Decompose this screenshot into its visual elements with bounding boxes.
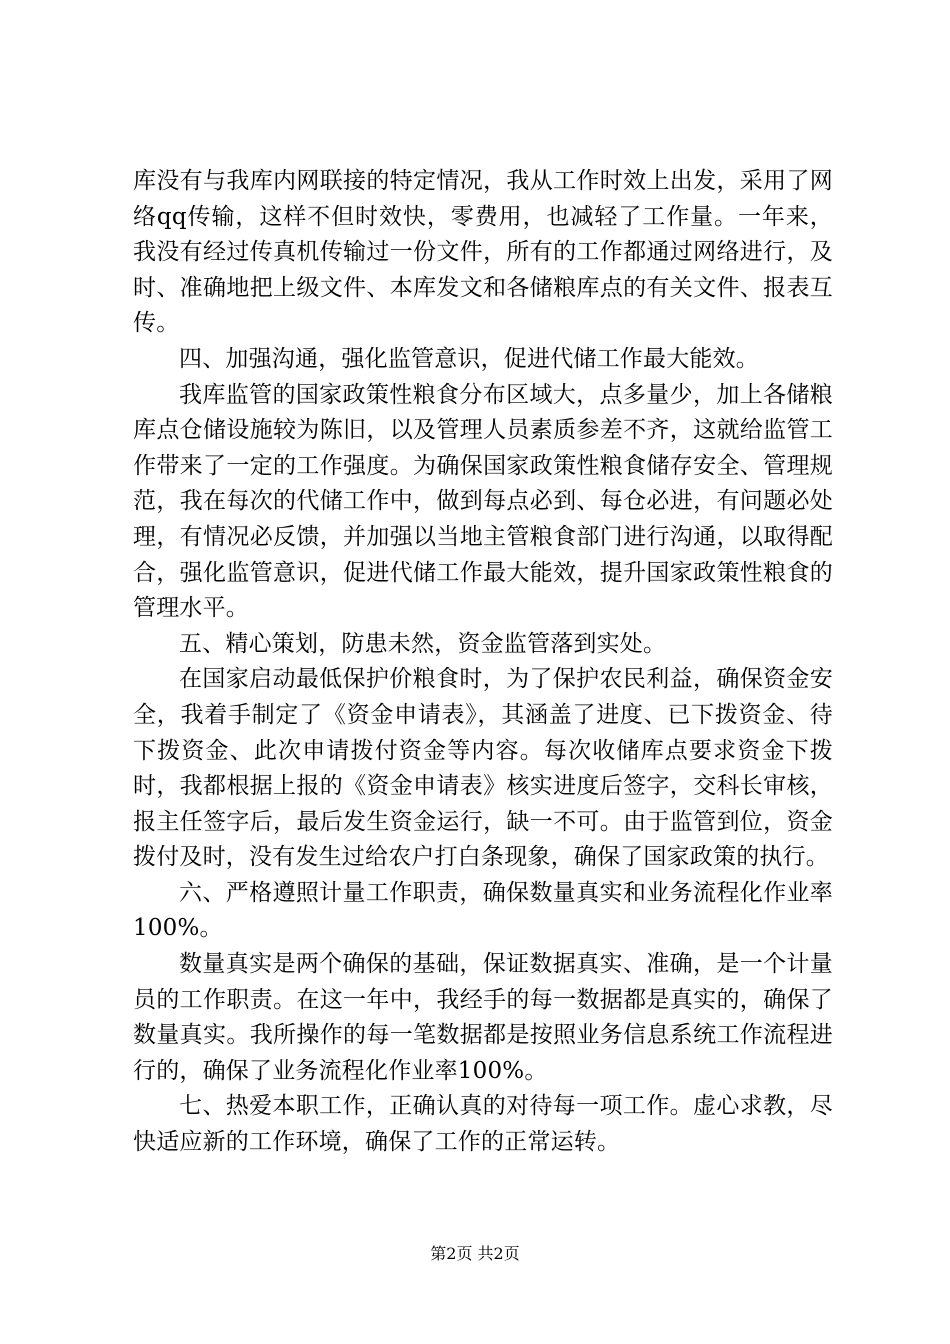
paragraph-continuation: 库没有与我库内网联接的特定情况，我从工作时效上出发，采用了网络qq传输，这样不但时效快，零费用，也减轻了工作量。一年来，我没有经过传真机传输过一份文件，所有的工作都通过网络进行，及时、准确地把上级文件、本库发文和各储粮库点的有关文件、报表互传。 — [133, 168, 833, 337]
paragraph-data-accuracy: 数量真实是两个确保的基础，保证数据真实、准确，是一个计量员的工作职责。在这一年中，我经手的每一数据都是真实的，确保了数量真实。我所操作的每一笔数据都是按照业务信息系统工作流程进行的，确保了业务流程化作业率100%。 — [133, 951, 833, 1084]
page-footer: 第2页 共2页 — [430, 1244, 520, 1263]
section-heading-6: 六、严格遵照计量工作职责，确保数量真实和业务流程化作业率100%。 — [133, 879, 833, 942]
paragraph-funds: 在国家启动最低保护价粮食时，为了保护农民利益，确保资金安全，我着手制定了《资金申请表》，其涵盖了进度、已下拨资金、待下拨资金、此次申请拨付资金等内容。每次收储库点要求资金下拨时，我都根据上报的《资金申请表》核实进度后签字，交科长审核，报主任签字后，最后发生资金运行，缺一不可。由于监管到位，资金拨付及时，没有发生过给农户打白条现象，确保了国家政策的执行。 — [133, 666, 833, 871]
section-heading-5: 五、精心策划，防患未然，资金监管落到实处。 — [179, 630, 667, 657]
section-heading-4: 四、加强沟通，强化监管意识，促进代储工作最大能效。 — [179, 345, 759, 372]
document-body — [133, 164, 833, 1161]
section-heading-7: 七、热爱本职工作，正确认真的对待每一项工作。虚心求教，尽快适应新的工作环境，确保了工作的正常运转。 — [133, 1093, 833, 1156]
paragraph-supervision: 我库监管的国家政策性粮食分布区域大，点多量少，加上各储粮库点仓储设施较为陈旧，以及管理人员素质参差不齐，这就给监管工作带来了一定的工作强度。为确保国家政策性粮食储存安全、管理规范，我在每次的代储工作中，做到每点必到、每仓必进，有问题必处理，有情况必反馈，并加强以当地主管粮食部门进行沟通，以取得配合，强化监管意识，促进代储工作最大能效，提升国家政策性粮食的管理水平。 — [133, 381, 833, 622]
